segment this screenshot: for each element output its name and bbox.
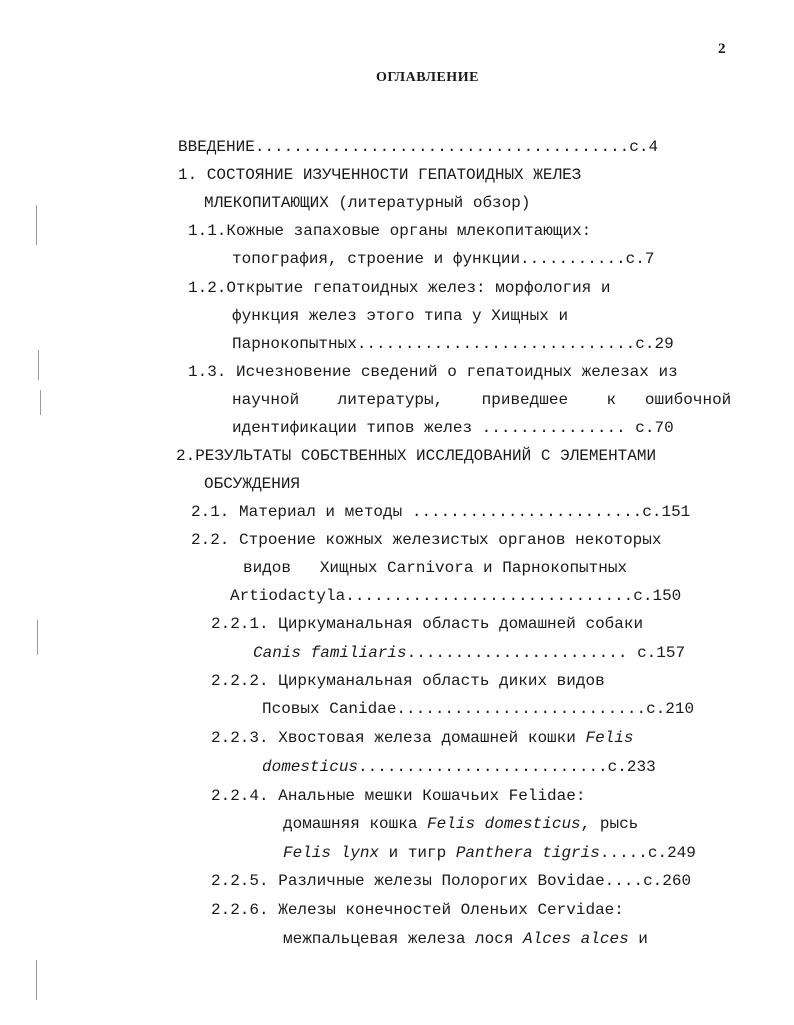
toc-section-1-line-1: 1. СОСТОЯНИЕ ИЗУЧЕННОСТИ ГЕПАТОИДНЫХ ЖЕЛЕЗ xyxy=(178,166,582,184)
toc-section-1-1-line-2: топография, строение и функции...........с.7 xyxy=(232,250,655,268)
species-name: Felis domesticus xyxy=(427,815,581,833)
toc-section-2-2-4-line-3 xyxy=(283,843,696,863)
toc-entry-intro: ВВЕДЕНИЕ.......................................с.4 xyxy=(178,138,659,156)
toc-leader: ....................... с.157 xyxy=(406,644,686,662)
toc-section-2-2-6-line-2 xyxy=(283,929,648,949)
scan-artifact xyxy=(36,205,37,245)
page-title: ОГЛАВЛЕНИЕ xyxy=(376,70,479,85)
toc-section-2-1: 2.1. Материал и методы ........................с.151 xyxy=(191,503,691,521)
toc-section-2-2-1-line-2 xyxy=(253,643,685,663)
species-name: domesticus xyxy=(262,758,359,776)
toc-section-2-2-line-3: Artiodactyla..............................с.150 xyxy=(230,587,682,605)
toc-section-2-2-2-line-1: 2.2.2. Циркуманальная область диких видов xyxy=(211,672,605,690)
species-name: Felis xyxy=(585,729,634,747)
toc-section-1-line-2: МЛЕКОПИТАЮЩИХ (литературный обзор) xyxy=(204,194,531,212)
toc-section-2-2-3-line-2 xyxy=(262,757,656,777)
species-name: Panthera tigris xyxy=(455,844,600,862)
species-name: Alces alces xyxy=(523,930,629,948)
toc-section-2-2-1-line-1: 2.2.1. Циркуманальная область домашней собаки xyxy=(211,615,644,633)
toc-leader: .....с.249 xyxy=(599,844,696,862)
toc-section-2-2-5: 2.2.5. Различные железы Полорогих Bovidae....с.260 xyxy=(211,872,692,890)
toc-section-2-2-4-line-1: 2.2.4. Анальные мешки Кошачьих Felidae: xyxy=(211,787,586,805)
toc-section-2-2-4-line-2 xyxy=(283,814,638,834)
page-number: 2 xyxy=(718,41,726,57)
toc-section-2-2-line-2: видов Хищных Carnivora и Парнокопытных xyxy=(243,559,628,577)
toc-section-1-2-line-1: 1.2.Открытие гепатоидных желез: морфология и xyxy=(188,279,611,297)
scan-artifact xyxy=(40,390,41,415)
toc-section-1-2-line-2: функция желез этого типа у Хищных и xyxy=(232,307,569,325)
toc-text: 2.2.3. Хвостовая железа домашней кошки xyxy=(211,729,586,747)
toc-section-2-2-6-line-1: 2.2.6. Железы конечностей Оленьих Cervidae: xyxy=(211,901,624,919)
species-name: Felis lynx xyxy=(283,844,380,862)
toc-text: и тигр xyxy=(379,844,456,862)
species-name: Canis familiaris xyxy=(253,644,407,662)
toc-section-2-line-1: 2.РЕЗУЛЬТАТЫ СОБСТВЕННЫХ ИССЛЕДОВАНИЙ С ЭЛЕМЕНТАМИ xyxy=(176,447,657,465)
toc-text: и xyxy=(628,930,648,948)
toc-section-2-line-2: ОБСУЖДЕНИЯ xyxy=(204,475,301,493)
toc-leader: ..........................с.233 xyxy=(358,758,656,776)
toc-section-2-2-2-line-2: Псовых Canidae..........................с.210 xyxy=(262,700,695,718)
toc-section-1-1-line-1: 1.1.Кожные запаховые органы млекопитающих: xyxy=(188,222,592,240)
toc-section-1-3-line-2: научной литературы, приведшее к ошибочной xyxy=(232,391,732,409)
scan-artifact xyxy=(38,350,39,380)
toc-section-1-2-line-3: Парнокопытных.............................с.29 xyxy=(232,335,674,353)
toc-text: домашняя кошка xyxy=(283,815,428,833)
toc-section-2-2-line-1: 2.2. Строение кожных железистых органов некоторых xyxy=(191,531,662,549)
toc-section-1-3-line-1: 1.3. Исчезновение сведений о гепатоидных железах из xyxy=(188,363,678,381)
toc-text: , рысь xyxy=(580,815,639,833)
toc-section-1-3-line-3: идентификации типов желез ............... с.70 xyxy=(232,419,674,437)
toc-text: межпальцевая железа лося xyxy=(283,930,524,948)
scan-artifact xyxy=(37,620,38,655)
toc-section-2-2-3-line-1 xyxy=(211,728,633,748)
scan-artifact xyxy=(36,960,37,1000)
